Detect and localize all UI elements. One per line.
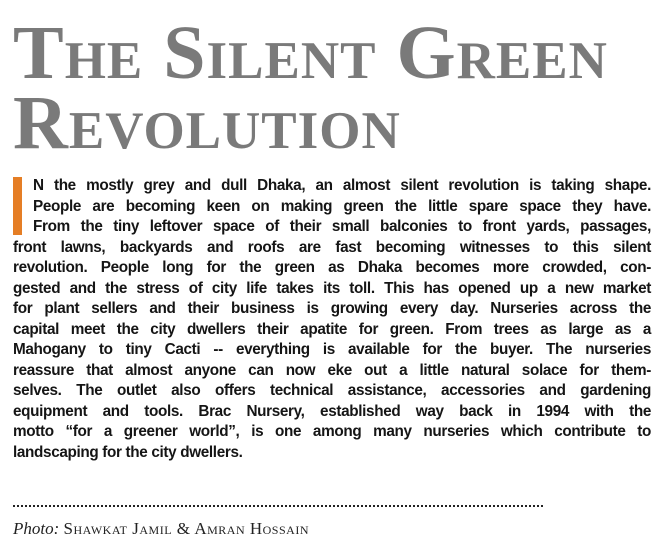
body-line: motto “for a greener world”, is one among many nurseries which contribute to xyxy=(13,423,651,440)
body-line: reassure that almost anyone can now eke out a little natural solace for them- xyxy=(13,361,651,379)
photo-credit-label: Photo: xyxy=(13,519,60,538)
body-line: landscaping for the city dwellers. xyxy=(13,443,243,461)
body-line: capital meet the city dwellers their apatite for green. From trees as large as a xyxy=(13,320,651,338)
photo-credit xyxy=(13,519,309,539)
article-title xyxy=(13,11,653,165)
article-title-line-2: Revolution xyxy=(13,81,401,165)
body-line: People are becoming keen on making green the little spare space they have. xyxy=(33,197,651,215)
body-line: revolution. People long for the green as Dhaka becomes more crowded, con- xyxy=(13,259,651,276)
body-line: Mahogany to tiny Cacti -- everything is available for the buyer. The nurseries xyxy=(13,341,651,358)
body-line: selves. The outlet also offers technical assistance, accessories and gardening xyxy=(13,382,651,399)
article-body xyxy=(13,176,651,463)
dotted-divider xyxy=(13,505,543,507)
body-line: for plant sellers and their business is growing every day. Nurseries across the xyxy=(13,300,651,317)
photo-credit-names: Shawkat Jamil & Amran Hossain xyxy=(63,519,309,538)
body-line: equipment and tools. Brac Nursery, established way back in 1994 with the xyxy=(13,402,651,420)
body-line: From the tiny leftover space of their small balconies to front yards, passages, xyxy=(33,218,651,235)
article-title-line-1: The Silent Green xyxy=(13,11,608,95)
body-line: front lawns, backyards and roofs are fast becoming witnesses to this silent xyxy=(13,238,651,256)
body-line: N the mostly grey and dull Dhaka, an almost silent revolution is taking shape. xyxy=(33,177,651,194)
body-line: gested and the stress of city life takes its toll. This has opened up a new market xyxy=(13,279,651,297)
